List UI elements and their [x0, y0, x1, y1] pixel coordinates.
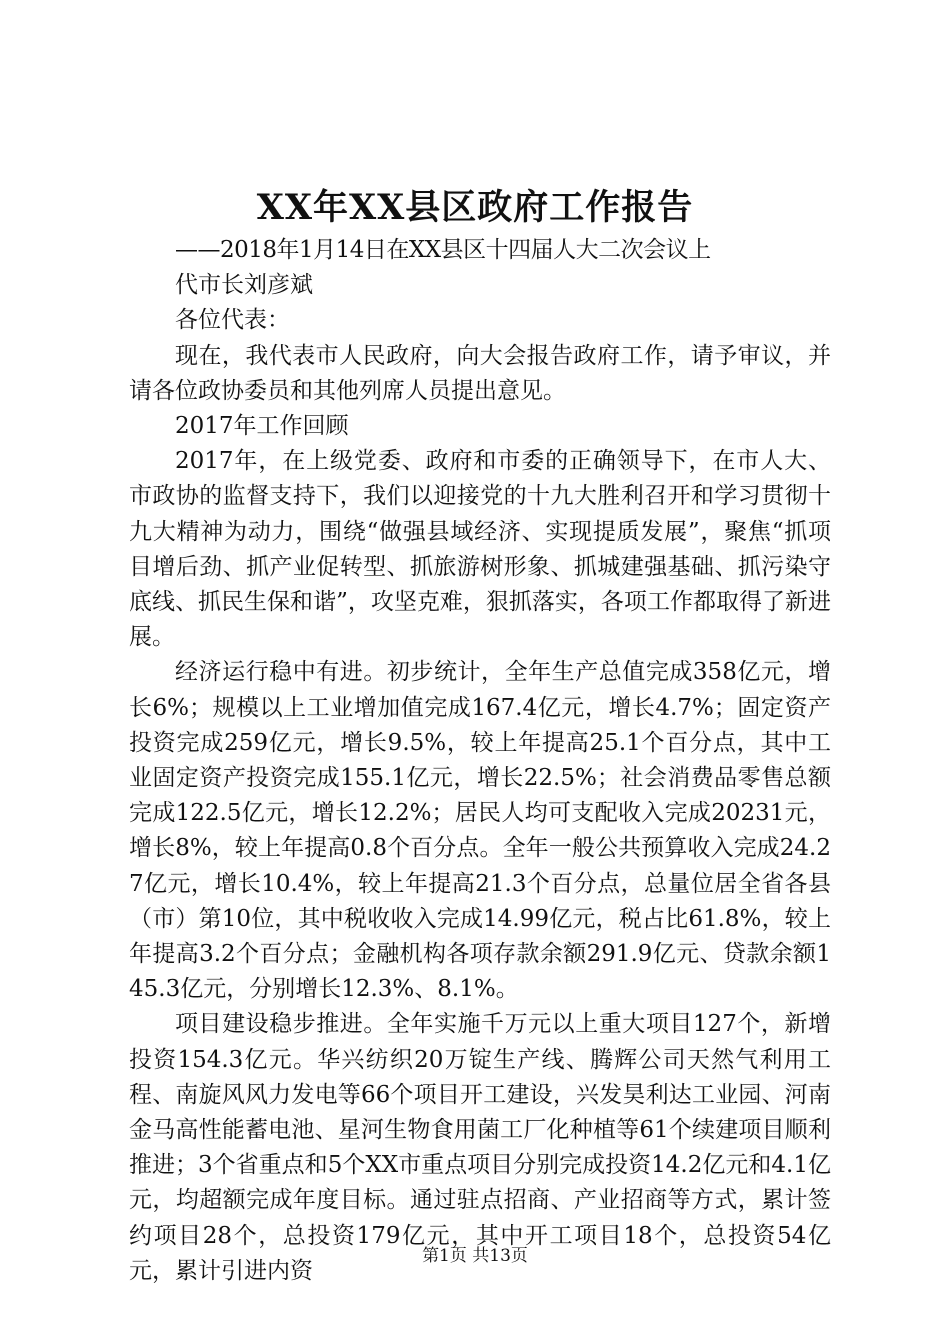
- page-footer: 第1页 共13页: [422, 1246, 528, 1266]
- paragraph-overview: 2017年，在上级党委、政府和市委的正确领导下，在市人大、市政协的监督支持下，我们以迎接党的十九大胜利召开和学习贯彻十九大精神为动力，围绕“做强县域经济、实现提质发展”，聚焦“抓项目增后劲、抓产业促转型、抓旅游树形象、抓城建强基础、抓污染守底线、抓民生保和谐”，攻坚克难，狠抓落实，各项工作都取得了新进展。: [129, 448, 831, 651]
- paragraph-intro: 现在，我代表市人民政府，向大会报告政府工作，请予审议，并请各位政协委员和其他列席人员提出意见。: [129, 342, 831, 404]
- page-title: XX年XX县区政府工作报告: [256, 187, 694, 228]
- section-heading: 2017年工作回顾: [175, 413, 349, 440]
- speaker-line: 代市长刘彦斌: [175, 272, 313, 299]
- salutation-line: 各位代表：: [175, 307, 290, 334]
- subtitle-line: ——2018年1月14日在XX县区十四届人大二次会议上: [175, 237, 711, 263]
- document-body: [129, 233, 831, 1289]
- paragraph-projects: 项目建设稳步推进。全年实施千万元以上重大项目127个，新增投资154.3亿元。华兴纺织20万锭生产线、腾辉公司天然气利用工程、南旋风风力发电等66个项目开工建设，兴发昊利达工业园、河南金马高性能蓄电池、星河生物食用菌工厂化种植等61个续建项目顺利推进；3个省重点和5个XX市重点项目分别完成投资14.2亿元和4.1亿元，均超额完成年度目标。通过驻点招商、产业招商等方式，累计签约项目28个，总投资179亿元，其中开工项目18个，总投资54亿元，累计引进内资: [129, 1011, 831, 1284]
- paragraph-economy: 经济运行稳中有进。初步统计，全年生产总值完成358亿元，增长6%；规模以上工业增加值完成167.4亿元，增长4.7%；固定资产投资完成259亿元，增长9.5%，较上年提高25.1个百分点，其中工业固定资产投资完成155.1亿元，增长22.5%；社会消费品零售总额完成122.5亿元，增长12.2%；居民人均可支配收入完成20231元，增长8%，较上年提高0.8个百分点。全年一般公共预算收入完成24.27亿元，增长10.4%，较上年提高21.3个百分点，总量位居全省各县（市）第10位，其中税收收入完成14.99亿元，税占比61.8%，较上年提高3.2个百分点；金融机构各项存款余额291.9亿元、贷款余额145.3亿元，分别增长12.3%、8.1%。: [129, 659, 831, 1003]
